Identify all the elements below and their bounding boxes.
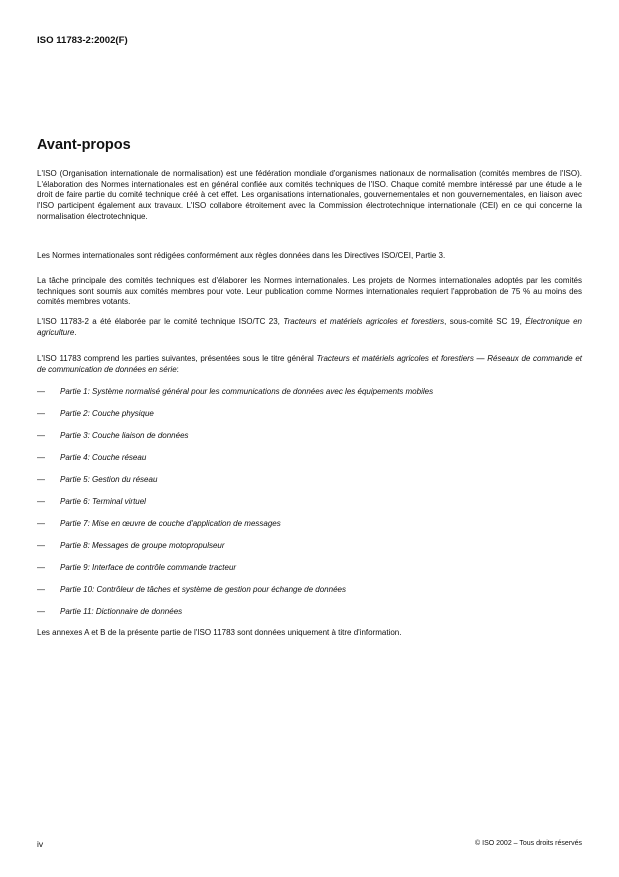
dash: — bbox=[37, 387, 45, 396]
copyright-notice: © ISO 2002 – Tous droits réservés bbox=[475, 840, 582, 847]
text: , sous-comité SC 19, bbox=[444, 317, 526, 326]
page-number: iv bbox=[37, 839, 44, 849]
part-label: Partie 1: Système normalisé général pour les communications de données avec les équipements mobiles bbox=[60, 387, 434, 396]
paragraph-technical-committees: La tâche principale des comités techniques est d'élaborer les Normes internationales. Les projets de Normes internationales adoptés par les comités techniques sont soumis aux comités membres pour vote. Leur publication comme Normes internationales requiert l'approbation de 75 % au moins des comités membres votants. bbox=[37, 276, 582, 307]
dash: — bbox=[37, 497, 45, 506]
part-label: Partie 6: Terminal virtuel bbox=[60, 497, 146, 506]
part-label: Partie 10: Contrôleur de tâches et système de gestion pour échange de données bbox=[60, 585, 346, 594]
list-item bbox=[37, 409, 154, 420]
paragraph-iso-intro: L'ISO (Organisation internationale de normalisation) est une fédération mondiale d'organismes nationaux de normalisation (comités membres de l'ISO). L'élaboration des Normes internationales est en général confiée aux comités techniques de l'ISO. Chaque comité membre intéressé par une étude a le droit de faire partie du comité technique créé à cet effet. Les organisations internationales, gouvernementales et non gouvernementales, en liaison avec l'ISO participent également aux travaux. L'ISO collabore étroitement avec la Commission électrotechnique internationale (CEI) en ce qui concerne la normalisation électrotechnique. bbox=[37, 169, 582, 221]
part-label: Partie 5: Gestion du réseau bbox=[60, 475, 158, 484]
part-label: Partie 8: Messages de groupe motopropulseur bbox=[60, 541, 225, 550]
list-item bbox=[37, 497, 146, 508]
list-item bbox=[37, 585, 346, 596]
list-item bbox=[37, 519, 281, 530]
paragraph-annexes: Les annexes A et B de la présente partie de l'ISO 11783 sont données uniquement à titre d'information. bbox=[37, 628, 402, 637]
paragraph-parts-intro bbox=[37, 354, 582, 375]
subcommittee-title: Électronique en agriculture bbox=[37, 317, 583, 337]
list-item bbox=[37, 431, 189, 442]
dash: — bbox=[37, 453, 45, 462]
document-id-header: ISO 11783-2:2002(F) bbox=[37, 35, 128, 46]
text: L'ISO 11783 comprend les parties suivantes, présentées sous le titre général bbox=[37, 354, 317, 363]
text: . bbox=[74, 327, 77, 337]
part-label: Partie 4: Couche réseau bbox=[60, 453, 147, 462]
list-item bbox=[37, 541, 225, 552]
paragraph-directives: Les Normes internationales sont rédigées conformément aux règles données dans les Directives ISO/CEI, Partie 3. bbox=[37, 251, 446, 260]
paragraph-prepared-by bbox=[37, 317, 582, 338]
section-title: Avant-propos bbox=[37, 137, 131, 153]
dash: — bbox=[37, 585, 45, 594]
list-item bbox=[37, 453, 146, 464]
dash: — bbox=[37, 431, 45, 440]
committee-title: Tracteurs et matériels agricoles et forestiers bbox=[283, 317, 445, 326]
part-label: Partie 3: Couche liaison de données bbox=[60, 431, 189, 440]
list-item bbox=[37, 563, 236, 574]
dash: — bbox=[37, 409, 45, 418]
list-item bbox=[37, 607, 182, 618]
general-title: Tracteurs et matériels agricoles et forestiers — Réseaux de commande et de communication de données en série bbox=[37, 354, 582, 374]
part-label: Partie 7: Mise en œuvre de couche d'application de messages bbox=[60, 519, 281, 528]
dash: — bbox=[37, 541, 45, 550]
part-label: Partie 2: Couche physique bbox=[60, 409, 154, 418]
text: : bbox=[176, 364, 179, 374]
dash: — bbox=[37, 519, 45, 528]
dash: — bbox=[37, 563, 45, 572]
list-item bbox=[37, 387, 433, 398]
part-label: Partie 11: Dictionnaire de données bbox=[60, 607, 183, 616]
dash: — bbox=[37, 607, 45, 616]
text: L'ISO 11783-2 a été élaborée par le comité technique ISO/TC 23, bbox=[37, 317, 284, 326]
part-label: Partie 9: Interface de contrôle commande tracteur bbox=[60, 563, 237, 572]
dash: — bbox=[37, 475, 45, 484]
list-item bbox=[37, 475, 157, 486]
